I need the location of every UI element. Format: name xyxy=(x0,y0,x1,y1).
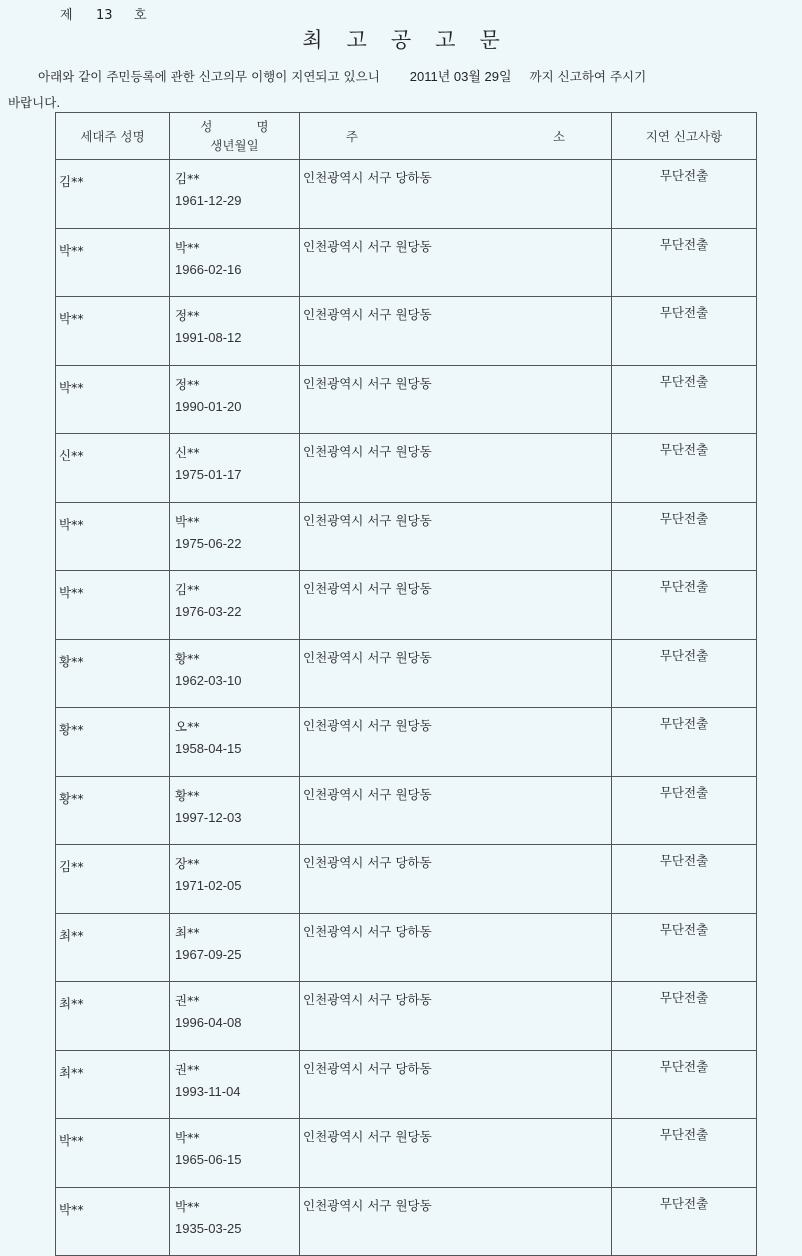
person-cell xyxy=(170,228,300,297)
household-head-cell: 황** xyxy=(56,708,170,777)
person-cell xyxy=(170,434,300,503)
status-cell: 무단전출 xyxy=(612,913,757,982)
table-row xyxy=(56,502,757,571)
header-name-dob xyxy=(170,113,300,160)
address-cell: 인천광역시 서구 원당동 xyxy=(300,571,612,640)
table-row xyxy=(56,1119,757,1188)
birth-date: 1975-06-22 xyxy=(175,535,242,551)
table-row xyxy=(56,1050,757,1119)
birth-date: 1962-03-10 xyxy=(175,672,242,688)
person-name: 오** xyxy=(175,719,200,734)
table-row xyxy=(56,228,757,297)
status-cell: 무단전출 xyxy=(612,1119,757,1188)
address-cell: 인천광역시 서구 원당동 xyxy=(300,708,612,777)
birth-date: 1967-09-25 xyxy=(175,946,242,962)
birth-date: 1966-02-16 xyxy=(175,261,242,277)
notice-table xyxy=(55,112,757,1256)
birth-date: 1965-06-15 xyxy=(175,1152,242,1167)
address-cell: 인천광역시 서구 당하동 xyxy=(300,913,612,982)
title-char: 고 xyxy=(346,28,367,52)
person-name: 황** xyxy=(175,787,200,803)
doc-number-label: 제 xyxy=(60,8,73,23)
household-head-cell: 김** xyxy=(56,845,170,914)
person-cell xyxy=(170,1119,300,1188)
intro-text-2: 까지 신고하여 주시기 xyxy=(529,69,647,84)
household-head-cell: 김** xyxy=(56,160,170,229)
person-name: 정** xyxy=(175,308,200,323)
header-address-char-2: 소 xyxy=(553,129,566,144)
doc-number-value: 13 xyxy=(96,8,113,23)
person-name: 황** xyxy=(175,650,200,666)
address-cell: 인천광역시 서구 원당동 xyxy=(300,502,612,571)
status-cell: 무단전출 xyxy=(612,776,757,845)
birth-date: 1993-11-04 xyxy=(175,1083,241,1099)
status-cell: 무단전출 xyxy=(612,365,757,434)
status-cell: 무단전출 xyxy=(612,502,757,571)
birth-date: 1958-04-15 xyxy=(175,741,242,756)
header-address-char-1: 주 xyxy=(345,129,358,144)
person-cell xyxy=(170,502,300,571)
status-cell: 무단전출 xyxy=(612,639,757,708)
address-cell: 인천광역시 서구 원당동 xyxy=(300,1119,612,1188)
address-cell: 인천광역시 서구 원당동 xyxy=(300,776,612,845)
header-household-head: 세대주 성명 xyxy=(56,113,170,160)
intro-text-3: 바랍니다. xyxy=(8,95,61,110)
birth-date: 1935-03-25 xyxy=(175,1220,242,1236)
table-header-row xyxy=(56,113,757,160)
person-name: 정** xyxy=(175,376,200,392)
address-cell: 인천광역시 서구 원당동 xyxy=(300,297,612,366)
person-cell xyxy=(170,708,300,777)
household-head-cell: 박** xyxy=(56,297,170,366)
address-cell: 인천광역시 서구 원당동 xyxy=(300,639,612,708)
deadline-date: 2011년 03월 29일 xyxy=(409,69,512,84)
table-row xyxy=(56,160,757,229)
title-char: 고 xyxy=(435,28,456,52)
status-cell: 무단전출 xyxy=(612,228,757,297)
household-head-cell: 박** xyxy=(56,228,170,297)
person-name: 최** xyxy=(175,924,200,940)
birth-date: 1975-01-17 xyxy=(175,467,242,482)
birth-date: 1996-04-08 xyxy=(175,1015,242,1030)
title-char: 문 xyxy=(479,28,500,52)
page-title xyxy=(0,24,802,54)
address-cell: 인천광역시 서구 당하동 xyxy=(300,160,612,229)
status-cell: 무단전출 xyxy=(612,708,757,777)
birth-date: 1990-01-20 xyxy=(175,398,242,414)
address-cell: 인천광역시 서구 원당동 xyxy=(300,1187,612,1256)
household-head-cell: 최** xyxy=(56,982,170,1051)
person-name: 박** xyxy=(175,239,200,255)
address-cell: 인천광역시 서구 당하동 xyxy=(300,1050,612,1119)
person-cell xyxy=(170,1050,300,1119)
person-name: 박** xyxy=(175,1198,200,1214)
person-cell xyxy=(170,639,300,708)
status-cell: 무단전출 xyxy=(612,160,757,229)
table-row xyxy=(56,639,757,708)
household-head-cell: 최** xyxy=(56,913,170,982)
person-name: 김** xyxy=(175,582,200,597)
person-cell xyxy=(170,365,300,434)
intro-text-1: 아래와 같이 주민등록에 관한 신고의무 이행이 지연되고 있으니 xyxy=(38,69,380,84)
person-cell xyxy=(170,160,300,229)
person-cell xyxy=(170,571,300,640)
header-status: 지연 신고사항 xyxy=(612,113,757,160)
birth-date: 1961-12-29 xyxy=(175,193,242,208)
status-cell: 무단전출 xyxy=(612,982,757,1051)
person-name: 권** xyxy=(175,993,200,1008)
household-head-cell: 최** xyxy=(56,1050,170,1119)
table-row xyxy=(56,845,757,914)
household-head-cell: 황** xyxy=(56,639,170,708)
table-row xyxy=(56,1187,757,1256)
person-cell xyxy=(170,776,300,845)
birth-date: 1976-03-22 xyxy=(175,604,242,619)
table-row xyxy=(56,571,757,640)
address-cell: 인천광역시 서구 원당동 xyxy=(300,434,612,503)
table-row xyxy=(56,434,757,503)
household-head-cell: 박** xyxy=(56,502,170,571)
header-name-char-2: 명 xyxy=(256,119,269,134)
birth-date: 1997-12-03 xyxy=(175,809,242,825)
status-cell: 무단전출 xyxy=(612,571,757,640)
table-row xyxy=(56,708,757,777)
document-number xyxy=(60,4,147,23)
person-name: 장** xyxy=(175,856,200,871)
header-name-char-1: 성 xyxy=(200,119,213,134)
household-head-cell: 박** xyxy=(56,365,170,434)
status-cell: 무단전출 xyxy=(612,434,757,503)
status-cell: 무단전출 xyxy=(612,297,757,366)
household-head-cell: 박** xyxy=(56,571,170,640)
birth-date: 1971-02-05 xyxy=(175,878,242,893)
person-name: 박** xyxy=(175,1130,200,1145)
person-name: 김** xyxy=(175,171,200,186)
table-row xyxy=(56,913,757,982)
header-dob: 생년월일 xyxy=(210,138,259,153)
header-address xyxy=(300,113,612,160)
table-row xyxy=(56,982,757,1051)
doc-number-suffix: 호 xyxy=(134,8,147,23)
table-row xyxy=(56,365,757,434)
person-cell xyxy=(170,982,300,1051)
person-cell xyxy=(170,297,300,366)
person-name: 신** xyxy=(175,445,200,460)
table-row xyxy=(56,776,757,845)
household-head-cell: 황** xyxy=(56,776,170,845)
address-cell: 인천광역시 서구 원당동 xyxy=(300,365,612,434)
person-cell xyxy=(170,913,300,982)
household-head-cell: 박** xyxy=(56,1187,170,1256)
address-cell: 인천광역시 서구 원당동 xyxy=(300,228,612,297)
status-cell: 무단전출 xyxy=(612,845,757,914)
status-cell: 무단전출 xyxy=(612,1187,757,1256)
birth-date: 1991-08-12 xyxy=(175,330,242,345)
address-cell: 인천광역시 서구 당하동 xyxy=(300,982,612,1051)
household-head-cell: 신** xyxy=(56,434,170,503)
notice-intro xyxy=(8,64,798,116)
title-char: 공 xyxy=(390,28,412,52)
person-name: 권** xyxy=(175,1061,200,1077)
person-cell xyxy=(170,1187,300,1256)
household-head-cell: 박** xyxy=(56,1119,170,1188)
status-cell: 무단전출 xyxy=(612,1050,757,1119)
title-char: 최 xyxy=(302,28,323,52)
address-cell: 인천광역시 서구 당하동 xyxy=(300,845,612,914)
person-cell xyxy=(170,845,300,914)
table-row xyxy=(56,297,757,366)
person-name: 박** xyxy=(175,513,200,529)
